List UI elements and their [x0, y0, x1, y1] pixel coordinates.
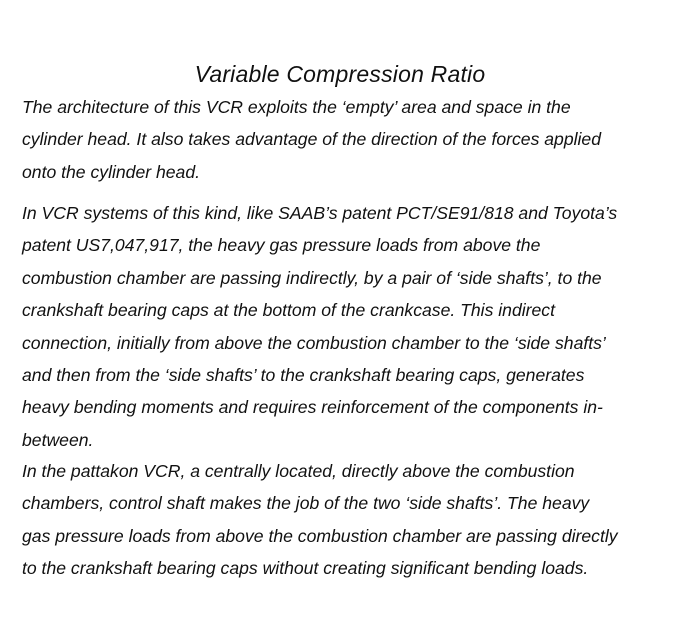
text-line: gas pressure loads from above the combustion chamber are passing directly [22, 525, 618, 546]
text-line: In VCR systems of this kind, like SAAB’s patent PCT/SE91/818 and Toyota’s [22, 203, 618, 223]
paragraph-side-shafts [22, 197, 662, 456]
text-line: and then from the ‘side shafts’ to the crankshaft bearing caps, generates [22, 364, 585, 385]
text-line: combustion chamber are passing indirectly, by a pair of ‘side shafts’, to the [22, 267, 602, 288]
text-line: patent US7,047,917, the heavy gas pressure loads from above the [22, 235, 541, 256]
text-line: heavy bending moments and requires reinforcement of the components in- [22, 397, 603, 418]
text-line: crankshaft bearing caps at the bottom of the crankcase. This indirect [22, 300, 555, 321]
text-line: The architecture of this VCR exploits the ‘empty’ area and space in the [22, 97, 571, 117]
text-line: connection, initially from above the combustion chamber to the ‘side shafts’ [22, 332, 606, 353]
text-line: onto the cylinder head. [22, 161, 201, 182]
document-title: Variable Compression Ratio [194, 61, 486, 88]
text-line: In the pattakon VCR, a centrally located, directly above the combustion [22, 461, 575, 481]
text-line: to the crankshaft bearing caps without creating significant bending loads. [22, 558, 589, 579]
paragraph-pattakon-vcr [22, 455, 662, 585]
text-line: cylinder head. It also takes advantage of the direction of the forces applied [22, 129, 602, 150]
text-line: chambers, control shaft makes the job of the two ‘side shafts’. The heavy [22, 493, 590, 514]
paragraph-architecture [22, 91, 662, 188]
text-line: between. [22, 429, 94, 450]
